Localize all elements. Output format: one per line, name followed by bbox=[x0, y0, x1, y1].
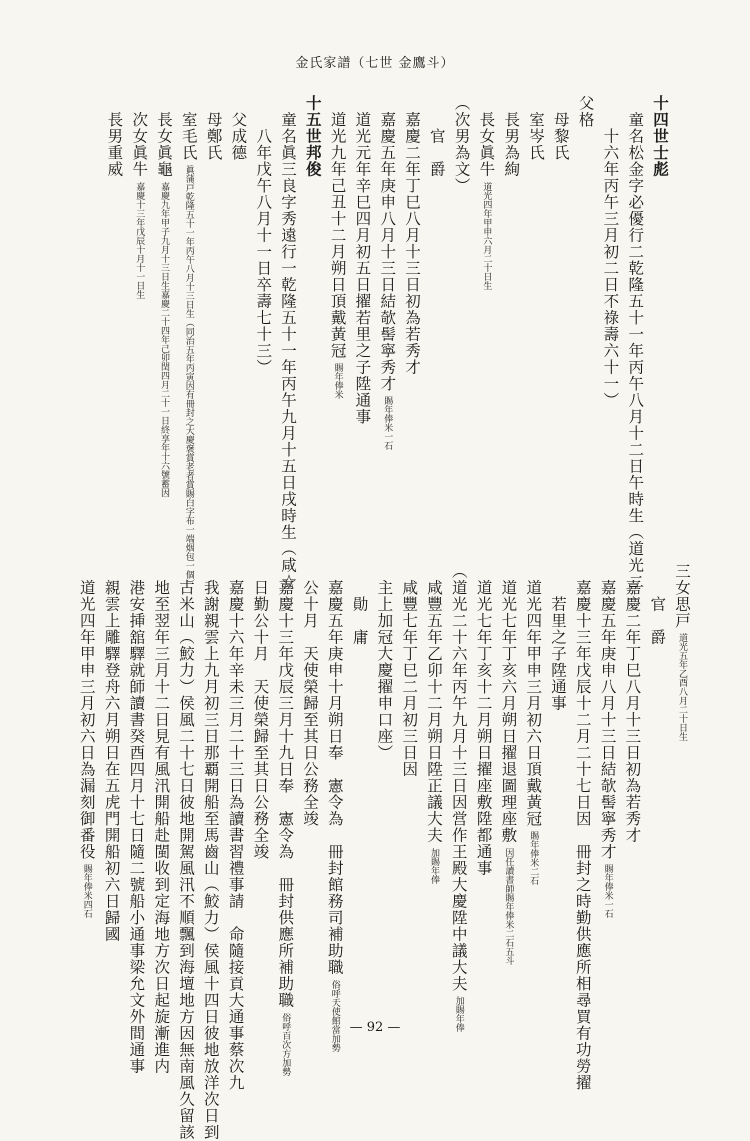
upper-column bbox=[452, 95, 472, 194]
upper-column bbox=[402, 95, 422, 376]
column-text: （次男為文） bbox=[452, 95, 471, 194]
column-text: 十四世士彪 bbox=[651, 95, 670, 178]
upper-column bbox=[154, 95, 174, 497]
column-text: 嘉慶五年庚申八月十三日結欹髻寧秀才 bbox=[598, 563, 617, 860]
lower-column bbox=[573, 563, 593, 1091]
lower-column bbox=[523, 563, 543, 891]
upper-column bbox=[501, 95, 521, 178]
column-note: 賜年俸米一石 bbox=[382, 396, 393, 450]
column-text: 長女眞牛 bbox=[477, 95, 496, 178]
column-note: 加賜年俸 bbox=[453, 996, 464, 1032]
lower-column bbox=[275, 563, 295, 1083]
column-text: 咸豐七年丁巳二月初三日因 bbox=[400, 563, 419, 778]
column-text: 港安挿舘驛就師讀書癸酉四月十七日隨二號船小通事梁允文外間通事 bbox=[127, 563, 146, 1075]
column-text: 日勤公十月 天使榮歸至其日公務全竣 bbox=[251, 563, 270, 860]
column-text: 三女思戸 bbox=[673, 563, 691, 629]
column-text: 童名眞三良字秀遠行一乾隆五十一年丙午九月十五日戌時生（咸☆ bbox=[279, 95, 297, 590]
column-text: 道光四年甲申三月初六日為漏刻御番役 bbox=[77, 563, 96, 860]
lower-column bbox=[449, 563, 469, 1036]
column-text: 若里之子陞通事 bbox=[549, 563, 567, 712]
column-text: 官 爵 bbox=[648, 563, 667, 646]
column-text: 親雲上雕驛登舟六月朔日在五虎門開船初六日歸國 bbox=[102, 563, 121, 943]
column-note: 嘉慶九年甲子九月十三日生嘉慶二十四年己卯閏四月二十一日終享年十六號蓄因 bbox=[159, 181, 169, 497]
column-text: 八年戊午八月十一日卒壽七十三） bbox=[254, 95, 273, 376]
upper-column bbox=[352, 95, 372, 425]
column-text: 嘉慶五年庚申八月十三日結欹髻寧秀才 bbox=[378, 95, 397, 392]
column-text: 地至翌年三月十二日見有風汛開船赴閩收到定海地方次日起旋漸進内 bbox=[152, 563, 171, 1075]
column-text: 長女眞龜 bbox=[155, 95, 173, 178]
column-text: 十五世邦俊 bbox=[303, 95, 323, 178]
upper-column bbox=[253, 95, 273, 376]
column-note: 嘉慶十三年戊辰十月十一日生 bbox=[134, 181, 145, 299]
lower-column bbox=[647, 563, 667, 646]
column-text: 道光四年甲申三月初六日頂戴黃冠 bbox=[524, 563, 543, 827]
column-text: 長男重威 bbox=[105, 95, 124, 178]
upper-column bbox=[526, 95, 546, 161]
column-text: 道光九年己丑十二月朔日頂戴黃冠 bbox=[328, 95, 347, 359]
column-text: 勛 庸 bbox=[350, 563, 369, 646]
lower-column bbox=[201, 563, 221, 1141]
column-text: 嘉慶五年庚申十月朔日奉 憲令為 冊封館務司補助職 bbox=[325, 563, 344, 976]
column-note: 賜年俸米二石 bbox=[528, 831, 539, 885]
column-note: 賜年俸米一石 bbox=[602, 864, 613, 918]
column-text: （道光二十六年丙午九月十三日因営作王殿大慶陞中議大夫 bbox=[449, 563, 468, 992]
column-text: 道光元年辛巳四月初五日擢若里之子陞通事 bbox=[353, 95, 372, 425]
upper-column bbox=[228, 95, 248, 161]
column-note: 道光四年甲申六月二十日生 bbox=[481, 181, 492, 290]
column-text: 十六年丙午三月初二日不祿壽六十一） bbox=[601, 95, 620, 409]
lower-column bbox=[474, 563, 494, 877]
column-text: 我謝親雲上九月初三日那覇開船至馬齒山（鮫力）侯風十四日彼地放洋次日到 bbox=[201, 563, 220, 1141]
column-text: 道光七年丁亥六月朔日擢退圖理座敷 bbox=[499, 563, 518, 844]
lower-column bbox=[226, 563, 246, 1091]
lower-column bbox=[399, 563, 419, 778]
upper-column bbox=[179, 95, 199, 588]
column-text: 主上加冠大慶擢申口座） bbox=[375, 563, 394, 761]
upper-column bbox=[427, 95, 447, 178]
column-text: 童名松金字必優行二乾隆五十一年丙午八月十二日午時生（道光二 bbox=[626, 95, 645, 590]
lower-column bbox=[126, 563, 146, 1075]
column-text: 室岑氏 bbox=[527, 95, 545, 161]
column-text: 母鄭氏 bbox=[204, 95, 223, 161]
column-note: 眞蒲戸乾隆五十一年丙午八月十三日生（同治五年丙寅因有冊封之大慶褒賞老者賞賜白字布一端烟包一個） bbox=[183, 165, 194, 588]
lower-column bbox=[622, 563, 642, 844]
upper-column bbox=[328, 95, 348, 403]
column-text: 父成德 bbox=[229, 95, 248, 161]
column-text: 古米山（鮫力）侯風二十七日彼地開駕風汛不順飄到海壇地方因無南風久留該 bbox=[177, 563, 195, 1141]
column-text: 嘉慶十六年辛未三月二十三日為讀書習禮事請 命隨接貢大通事蔡次九 bbox=[226, 563, 245, 1091]
column-note: 加賜年俸 bbox=[429, 847, 439, 884]
column-text: 道光七年丁亥十二月朔日擢座敷陞都通事 bbox=[474, 563, 493, 877]
upper-column bbox=[625, 95, 645, 590]
upper-column bbox=[551, 95, 571, 161]
lower-column bbox=[598, 563, 618, 924]
column-text: 次女眞牛 bbox=[130, 95, 149, 178]
column-text: 父格 bbox=[576, 95, 595, 128]
lower-column bbox=[325, 563, 345, 1060]
column-text: 嘉慶十三年戊辰十二月二十七日因 冊封之時勤供應所相尋買有功勞擢 bbox=[573, 563, 592, 1091]
column-note: 俗呼天使館當加勢 bbox=[329, 979, 340, 1052]
upper-column bbox=[278, 95, 298, 590]
lower-column bbox=[548, 563, 568, 712]
upper-column bbox=[204, 95, 224, 161]
lower-column bbox=[300, 563, 320, 827]
lower-column bbox=[424, 563, 444, 888]
column-text: 室毛氏 bbox=[179, 95, 198, 161]
upper-column bbox=[377, 95, 397, 456]
column-note: 賜年俸米四石 bbox=[81, 864, 92, 918]
lower-column bbox=[151, 563, 171, 1075]
page-header: 金氏家譜（七世 金鷹斗） bbox=[295, 56, 455, 71]
column-note: 俗呼百次方加勢 bbox=[280, 1012, 291, 1076]
lower-column bbox=[672, 563, 692, 753]
column-text: 母黎氏 bbox=[551, 95, 570, 161]
upper-column bbox=[650, 95, 670, 178]
page-number: — 92 — bbox=[349, 1020, 401, 1035]
lower-column bbox=[350, 563, 370, 646]
column-text: 咸豐五年乙卯十二月朔日陞正議大夫 bbox=[425, 563, 443, 844]
lower-column bbox=[498, 563, 518, 978]
lower-column bbox=[374, 563, 394, 761]
lower-column bbox=[176, 563, 196, 1141]
column-note: 道光五年乙酉八月二十日生 bbox=[677, 633, 687, 741]
upper-column bbox=[476, 95, 496, 302]
upper-column bbox=[303, 95, 323, 178]
column-note: 賜年俸米 bbox=[332, 363, 343, 399]
column-note: 因任讀書師賜年俸米二石五斗 bbox=[503, 847, 514, 965]
lower-column bbox=[77, 563, 97, 924]
column-text: 嘉慶二年丁巳八月十三日初為若秀才 bbox=[403, 95, 421, 376]
column-text: 嘉慶十三年戊辰三月十九日奉 憲令為 冊封供應所補助職 bbox=[276, 563, 295, 1009]
column-text: 長男為絢 bbox=[502, 95, 521, 178]
upper-column bbox=[104, 95, 124, 178]
column-text: 官 爵 bbox=[427, 95, 446, 178]
lower-column bbox=[250, 563, 270, 860]
lower-column bbox=[102, 563, 122, 943]
upper-column bbox=[576, 95, 596, 128]
column-text: 公十月 天使榮歸至其日公務全竣 bbox=[301, 563, 319, 827]
upper-column bbox=[129, 95, 149, 312]
upper-column bbox=[600, 95, 620, 409]
column-text: 嘉慶二年丁巳八月十三日初為若秀才 bbox=[623, 563, 642, 844]
